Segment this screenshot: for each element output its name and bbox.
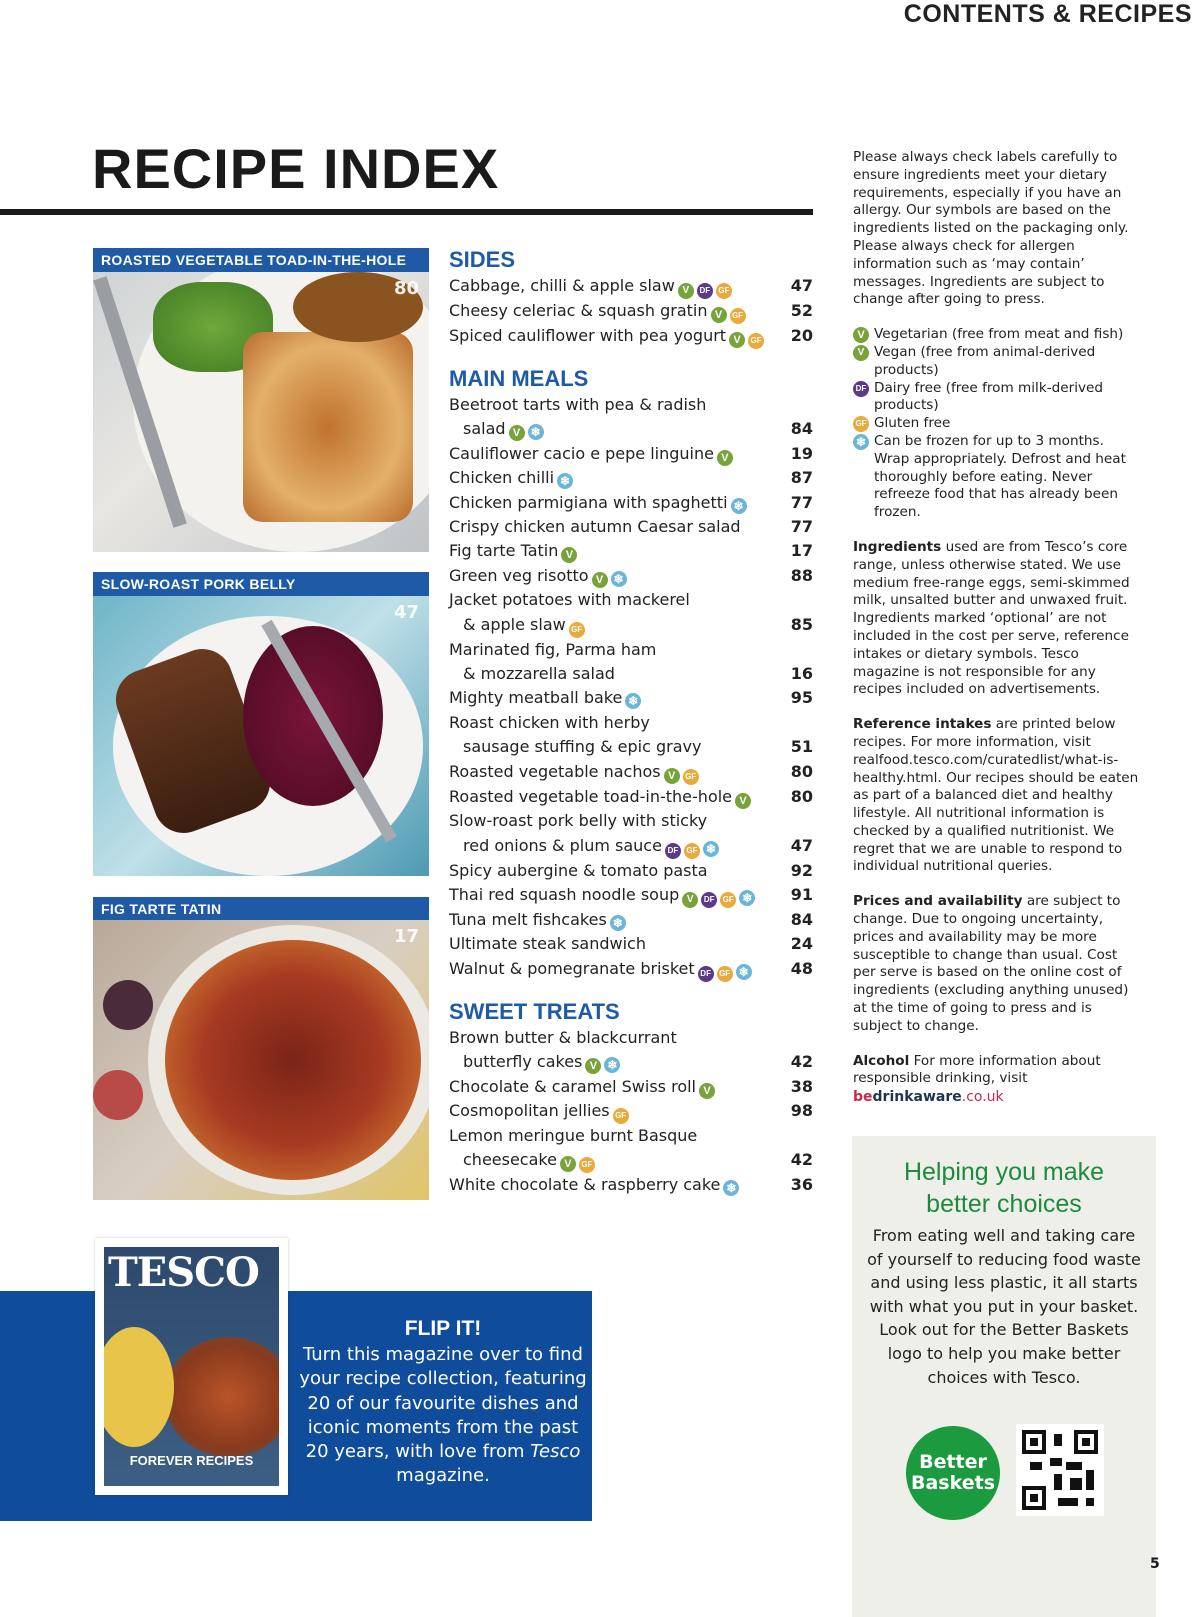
freezable-icon: ❄ <box>611 571 627 587</box>
recipe-entry[interactable] <box>449 908 813 932</box>
recipe-page-number: 47 <box>790 276 813 295</box>
recipe-entry[interactable] <box>449 1099 813 1124</box>
info-paragraph <box>853 1053 1143 1089</box>
recipe-entry[interactable] <box>449 1173 813 1197</box>
recipe-entry[interactable] <box>449 466 813 490</box>
recipe-page-number: 19 <box>790 443 813 463</box>
info-paragraph-text: are printed below recipes. For more information, visit realfood.tesco.com/curatedlist/what-is-healthy.html. Our recipes should be eaten as part of a balanced diet and healthy lifestyle. All nutritional information is checked by a qualified nutritionist. We regret that we are unable to respond to individual nutritional queries. <box>853 716 1139 875</box>
recipe-page-number: 95 <box>790 688 813 708</box>
recipe-name: Thai red squash noodle soup <box>449 884 680 904</box>
flip-it-body <box>298 1343 588 1489</box>
recipe-entry[interactable] <box>449 442 813 466</box>
vegan-icon: V <box>853 345 869 361</box>
freezable-icon: ❄ <box>703 841 719 857</box>
legend-item <box>853 326 1143 344</box>
better-choices-panel <box>852 1136 1156 1617</box>
gluten-free-icon: GF <box>613 1108 629 1124</box>
drinkaware-be: be <box>853 1089 873 1106</box>
info-paragraph <box>853 893 1143 1035</box>
drinkaware-name: drinkaware <box>872 1089 962 1106</box>
recipe-page-number: 42 <box>790 1150 813 1170</box>
vegan-icon: V <box>678 283 694 299</box>
recipe-page-number: 36 <box>790 1175 813 1195</box>
gluten-free-icon: GF <box>720 892 736 908</box>
recipe-entry[interactable] <box>449 417 813 441</box>
title-rule <box>0 209 813 215</box>
recipe-name: butterfly cakes <box>463 1052 583 1072</box>
photo-page-number: 80 <box>393 278 419 299</box>
recipe-entry[interactable] <box>449 1075 813 1099</box>
legend-item <box>853 433 1143 522</box>
flip-text-italic: Tesco <box>530 1441 581 1463</box>
recipe-entry[interactable] <box>449 883 813 908</box>
recipe-page-number: 88 <box>790 565 813 585</box>
photo-fig-tarte-tatin <box>93 920 429 1200</box>
freezable-icon: ❄ <box>731 498 747 514</box>
recipe-entry[interactable] <box>449 588 813 612</box>
recipe-name: Lemon meringue burnt Basque <box>449 1125 698 1145</box>
recipe-name: & mozzarella salad <box>463 664 615 684</box>
flip-text: Turn this magazine over to find your recipe collection, featuring 20 of our favourite dishes and iconic moments from the past 20 years, with love from <box>299 1344 587 1463</box>
recipe-page-number: 91 <box>790 884 813 904</box>
photo-page-number: 17 <box>393 926 419 947</box>
recipe-entry[interactable] <box>449 515 813 539</box>
dairy-free-icon: DF <box>698 966 714 982</box>
recipe-page-number: 47 <box>790 835 813 855</box>
info-paragraph <box>853 716 1143 876</box>
legend-text: Vegetarian (free from meat and fish) <box>874 326 1124 343</box>
gluten-free-icon: GF <box>683 769 699 785</box>
info-paragraph <box>853 539 1143 699</box>
recipe-entry[interactable] <box>449 785 813 809</box>
recipe-entry[interactable] <box>449 299 813 324</box>
recipe-entry[interactable] <box>449 1050 813 1074</box>
section-heading: MAIN MEALS <box>449 366 589 391</box>
vegetarian-icon: V <box>560 1156 576 1172</box>
vegetarian-icon: V <box>664 768 680 784</box>
recipe-name: Crispy chicken autumn Caesar salad <box>449 517 741 537</box>
recipe-name: Cosmopolitan jellies <box>449 1100 610 1120</box>
vegetarian-icon: V <box>711 307 727 323</box>
recipe-page-number: 20 <box>790 326 813 345</box>
recipe-entry[interactable] <box>449 324 813 349</box>
recipe-page-number: 85 <box>790 614 813 634</box>
dairy-free-icon: DF <box>853 381 869 397</box>
recipe-name: red onions & plum sauce <box>463 835 662 855</box>
recipe-entry[interactable] <box>449 393 813 417</box>
recipe-page-number: 84 <box>790 419 813 439</box>
flip-it-text <box>298 1315 588 1489</box>
gluten-free-icon: GF <box>853 416 869 432</box>
symbol-legend <box>853 326 1143 522</box>
vegetarian-icon: V <box>853 327 869 343</box>
better-choices-title: Helping you make better choices <box>903 1158 1105 1218</box>
vegetarian-icon: V <box>735 793 751 809</box>
recipe-page-number: 77 <box>790 492 813 512</box>
info-paragraph-text: used are from Tesco’s core range, unless otherwise stated. We use medium free-range eggs, semi-skimmed milk, unsalted butter and unwaxed fruit. Ingredients marked ‘optional’ are not included in the cost per serve, reference intakes or dietary symbols. Tesco magazine is not responsible for any recipes included on advertisements. <box>853 538 1130 698</box>
recipe-list <box>449 244 813 1198</box>
recipe-name: Chocolate & caramel Swiss roll <box>449 1076 696 1096</box>
vegetarian-icon: V <box>592 572 608 588</box>
recipe-name: Chicken parmigiana with spaghetti <box>449 492 728 512</box>
recipe-entry[interactable] <box>449 539 813 563</box>
recipe-name: Beetroot tarts with pea & radish <box>449 395 707 414</box>
recipe-page-number: 87 <box>790 468 813 488</box>
recipe-entry[interactable] <box>449 1148 813 1173</box>
photo-page-number: 47 <box>393 602 419 623</box>
recipe-name: Green veg risotto <box>449 565 589 585</box>
recipe-page-number: 80 <box>790 761 813 781</box>
photo-pork-belly <box>93 596 429 876</box>
gluten-free-icon: GF <box>717 966 733 982</box>
flip-text-end: magazine. <box>396 1465 490 1487</box>
info-paragraph-text: are subject to change. Due to ongoing uncertainty, prices and availability may be more susceptible to change than usual. Cost per serve is based on the online cost of ingredients (excluding anything unused) at the time of going to press and is subject to change. <box>853 893 1129 1034</box>
recipe-entry[interactable] <box>449 662 813 686</box>
recipe-name: Tuna melt fishcakes <box>449 909 607 929</box>
info-paragraph-heading: Reference intakes <box>853 716 992 733</box>
cover-brand: TESCO <box>108 1249 259 1296</box>
recipe-name: Roasted vegetable toad-in-the-hole <box>449 786 733 806</box>
recipe-entry[interactable] <box>449 760 813 785</box>
qr-code[interactable] <box>1016 1424 1104 1516</box>
page-number: 5 <box>1150 1556 1160 1572</box>
recipe-page-number: 51 <box>790 737 813 757</box>
gluten-free-icon: GF <box>579 1157 595 1173</box>
recipe-name: Marinated fig, Parma ham <box>449 639 657 659</box>
recipe-name: Roast chicken with herby <box>449 712 650 732</box>
dietary-intro: Please always check labels carefully to ensure ingredients meet your dietary requirements, especially if you have an allergy. Our symbols are based on the ingredients listed on the packaging only. Please always check for allergen information such as ‘may contain’ messages. Ingredients are subject to change after going to press. <box>853 149 1129 308</box>
recipe-entry[interactable] <box>449 491 813 515</box>
legend-text: Gluten free <box>874 415 951 432</box>
vegetarian-icon: V <box>699 1083 715 1099</box>
freezable-icon: ❄ <box>723 1180 739 1196</box>
recipe-page-number: 38 <box>790 1076 813 1096</box>
gluten-free-icon: GF <box>716 283 732 299</box>
recipe-name: Ultimate steak sandwich <box>449 934 646 954</box>
recipe-page-number: 17 <box>790 541 813 561</box>
freezable-icon: ❄ <box>739 890 755 906</box>
recipe-page-number: 52 <box>790 301 813 320</box>
flip-it-title: FLIP IT! <box>404 1317 482 1340</box>
recipe-name: Cauliflower cacio e pepe linguine <box>449 443 714 463</box>
drinkaware-link[interactable] <box>853 1089 1143 1107</box>
recipe-name: Fig tarte Tatin <box>449 541 559 561</box>
section-heading: SIDES <box>449 247 516 272</box>
recipe-name: Spiced cauliflower with pea yogurt <box>449 326 727 345</box>
legend-item <box>853 415 1143 433</box>
vegetarian-icon: V <box>717 450 733 466</box>
magazine-cover <box>95 1238 288 1495</box>
vegetarian-icon: V <box>585 1058 601 1074</box>
freezable-icon: ❄ <box>528 424 544 440</box>
legend-text: Vegan (free from animal-derived products) <box>874 343 1096 378</box>
recipe-name: cheesecake <box>463 1150 557 1170</box>
dairy-free-icon: DF <box>665 843 681 859</box>
recipe-name: Cheesy celeriac & squash gratin <box>449 301 708 320</box>
recipe-page-number: 92 <box>790 860 813 880</box>
recipe-page-number: 48 <box>790 958 813 978</box>
recipe-entry[interactable] <box>449 638 813 662</box>
recipe-name: Mighty meatball bake <box>449 688 623 708</box>
dairy-free-icon: DF <box>701 892 717 908</box>
freezable-icon: ❄ <box>604 1057 620 1073</box>
recipe-name: Roasted vegetable nachos <box>449 761 661 781</box>
recipe-entry[interactable] <box>449 957 813 982</box>
recipe-entry[interactable] <box>449 711 813 735</box>
recipe-entry[interactable] <box>449 564 813 588</box>
better-baskets-logo: Better Baskets <box>906 1426 1000 1520</box>
gluten-free-icon: GF <box>748 333 764 349</box>
drinkaware-tld: .co.uk <box>961 1089 1004 1106</box>
recipe-page-number: 42 <box>790 1052 813 1072</box>
recipe-name: sausage stuffing & epic gravy <box>463 737 702 757</box>
recipe-name: Spicy aubergine & tomato pasta <box>449 860 708 880</box>
recipe-entry[interactable] <box>449 1026 813 1050</box>
dairy-free-icon: DF <box>697 283 713 299</box>
info-paragraph-heading: Alcohol <box>853 1052 910 1069</box>
recipe-entry[interactable] <box>449 834 813 859</box>
recipe-entry[interactable] <box>449 613 813 638</box>
recipe-name: salad <box>463 419 506 439</box>
recipe-page-number: 98 <box>790 1100 813 1120</box>
recipe-name: Cabbage, chilli & apple slaw <box>449 276 675 295</box>
better-choices-text: From eating well and taking care of yourself to reducing food waste and using less plastic, it all starts with what you put in your basket. Look out for the Better Baskets logo to help you make better choices with Tesco. <box>867 1226 1141 1387</box>
photo-toad-in-the-hole <box>93 272 429 552</box>
legend-item <box>853 380 1143 416</box>
recipe-entry[interactable] <box>449 809 813 833</box>
recipe-name: Walnut & pomegranate brisket <box>449 958 695 978</box>
recipe-name: Brown butter & blackcurrant <box>449 1027 677 1047</box>
recipe-name: Slow-roast pork belly with sticky <box>449 811 708 831</box>
info-column <box>853 149 1143 1107</box>
recipe-name: Jacket potatoes with mackerel <box>449 590 690 610</box>
gluten-free-icon: GF <box>730 308 746 324</box>
qr-code-icon <box>1022 1430 1098 1510</box>
recipe-page-number: 84 <box>790 909 813 929</box>
recipe-name: & apple slaw <box>463 614 566 634</box>
gluten-free-icon: GF <box>684 843 700 859</box>
recipe-page-number: 77 <box>790 517 813 537</box>
info-paragraph-heading: Ingredients <box>853 538 942 555</box>
recipe-entry[interactable] <box>449 735 813 759</box>
recipe-name: Chicken chilli <box>449 468 555 488</box>
info-paragraph-text: For more information about responsible drinking, visit <box>853 1052 1101 1087</box>
freezable-icon: ❄ <box>557 473 573 489</box>
info-paragraph-heading: Prices and availability <box>853 893 1023 910</box>
recipe-page-number: 16 <box>790 664 813 684</box>
recipe-entry[interactable] <box>449 686 813 710</box>
recipe-entry[interactable] <box>449 274 813 299</box>
legend-item <box>853 344 1143 380</box>
recipe-entry[interactable] <box>449 859 813 883</box>
freezable-icon: ❄ <box>625 693 641 709</box>
recipe-entry[interactable] <box>449 932 813 956</box>
recipe-page-number: 80 <box>790 786 813 806</box>
cover-title: FOREVER RECIPES <box>129 1453 254 1468</box>
vegan-icon: V <box>682 892 698 908</box>
recipe-name: White chocolate & raspberry cake <box>449 1175 721 1195</box>
photo-caption: SLOW-ROAST PORK BELLY <box>93 572 429 596</box>
freezable-icon: ❄ <box>853 434 869 450</box>
recipe-page-number: 24 <box>790 934 813 954</box>
vegetarian-icon: V <box>561 547 577 563</box>
legend-text: Can be frozen for up to 3 months. Wrap appropriately. Defrost and heat thoroughly before eating. Never refreeze food that has already been frozen. <box>874 432 1126 521</box>
legend-text: Dairy free (free from milk-derived products) <box>874 379 1104 414</box>
recipe-entry[interactable] <box>449 1124 813 1148</box>
photo-caption: ROASTED VEGETABLE TOAD-IN-THE-HOLE <box>93 248 429 272</box>
vegetarian-icon: V <box>729 332 745 348</box>
vegetarian-icon: V <box>509 425 525 441</box>
section-heading: SWEET TREATS <box>449 998 620 1024</box>
gluten-free-icon: GF <box>569 622 585 638</box>
section-header: CONTENTS & RECIPES <box>903 0 1192 28</box>
photo-caption: FIG TARTE TATIN <box>93 897 429 921</box>
freezable-icon: ❄ <box>610 915 626 931</box>
page-title: RECIPE INDEX <box>92 137 500 200</box>
freezable-icon: ❄ <box>736 964 752 980</box>
